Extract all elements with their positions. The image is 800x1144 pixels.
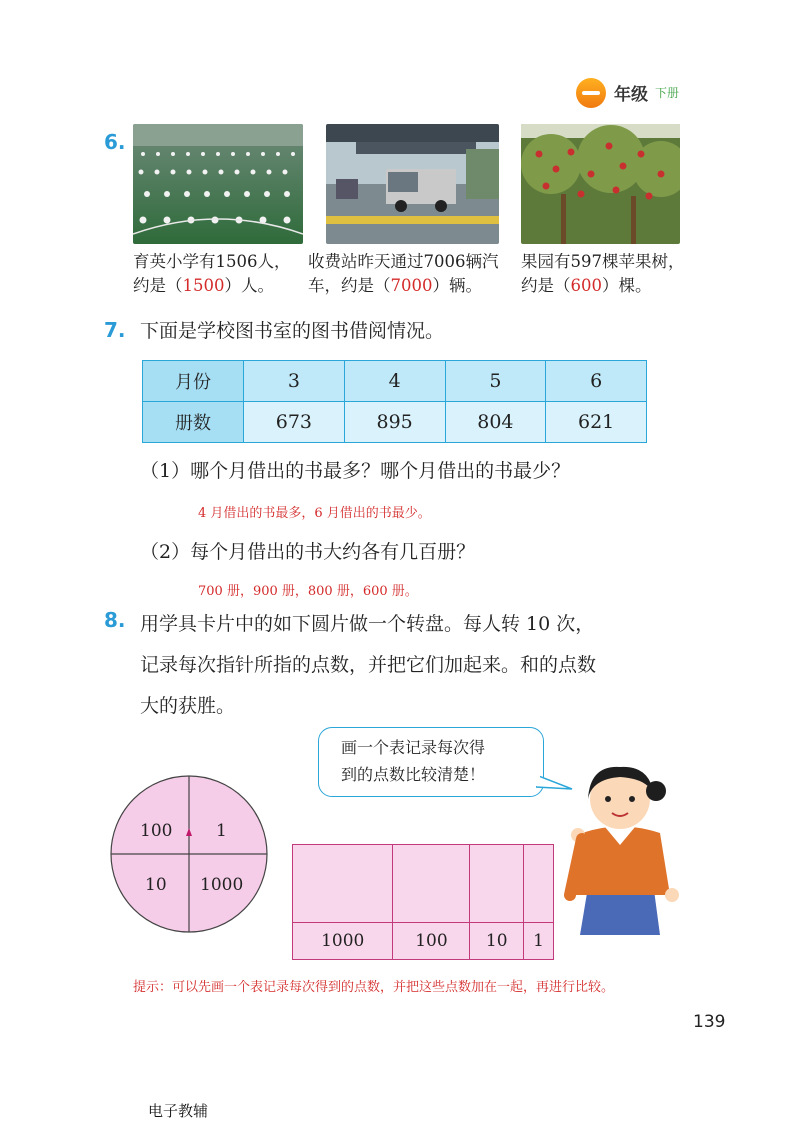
q6-answer-3: 600 [570,276,602,295]
spinner-value: 1 [216,821,227,841]
q6-answer-1: 1500 [182,276,225,295]
q6-caption-2: 收费站昨天通过7006辆汽 车，约是（7000）辆。 [308,252,499,295]
question-8-text: 用学具卡片中的如下圆片做一个转盘。每人转 10 次， 记录每次指针所指的点数，并把它们加起来。和的点数 大的获胜。 [140,613,597,717]
q7-sub-question-2: （2）每个月借出的书大约各有几百册？ [140,541,476,563]
table-cell [523,845,553,923]
table-cell: 804 [445,402,546,443]
table-row [293,845,554,923]
q6-caption-1: 育英小学有1506人， 约是（1500）人。 [133,252,291,295]
spinner-value: 100 [140,821,173,841]
table-row [143,361,647,402]
q6-caption-3: 果园有597棵苹果树， 约是（600）棵。 [521,252,685,295]
borrowing-table [142,360,647,443]
table-cell: 621 [546,402,647,443]
volume-label: 下册 [655,86,680,100]
table-cell [393,845,470,923]
table-cell [470,845,524,923]
table-cell: 3 [244,361,345,402]
question-7-text: 下面是学校图书室的图书借阅情况。 [140,320,445,342]
q7-answer-1: 4 月借出的书最多，6 月借出的书最少。 [198,506,431,521]
apple-orchard-photo [521,124,680,244]
table-cell: 100 [393,923,470,960]
q6-answer-2: 7000 [390,276,433,295]
table-cell: 673 [244,402,345,443]
table-cell: 5 [445,361,546,402]
hint-text: 提示：可以先画一个表记录每次得到的点数，并把这些点数加在一起，再进行比较。 [133,980,615,995]
q7-answer-2: 700 册，900 册，800 册，600 册。 [198,584,418,599]
table-row-label: 册数 [143,402,244,443]
spinner-value: 10 [145,875,167,895]
table-cell: 6 [546,361,647,402]
table-cell: 895 [344,402,445,443]
question-8-number: 8. [104,608,126,632]
table-row [293,923,554,960]
table-row [143,402,647,443]
question-7-number: 7. [104,318,126,342]
students-exercise-photo [133,124,303,244]
q7-sub-question-1: （1）哪个月借出的书最多？哪个月借出的书最少？ [140,460,571,482]
spinner-value: 1000 [200,875,244,895]
grade-label: 年级 [614,85,648,105]
table-cell: 1 [523,923,553,960]
table-cell: 10 [470,923,524,960]
table-cell [293,845,393,923]
page-number: 139 [693,1012,726,1032]
watermark-text: 电子教辅 [148,1102,209,1120]
grade-badge-icon [576,78,606,108]
table-cell: 1000 [293,923,393,960]
spinner-disc [108,773,270,935]
toll-station-photo [326,124,499,244]
record-table [292,844,554,960]
speech-bubble: 画一个表记录每次得 到的点数比较清楚！ [318,727,544,797]
question-6-number: 6. [104,130,126,154]
table-cell: 4 [344,361,445,402]
table-row-label: 月份 [143,361,244,402]
girl-illustration [560,755,690,945]
